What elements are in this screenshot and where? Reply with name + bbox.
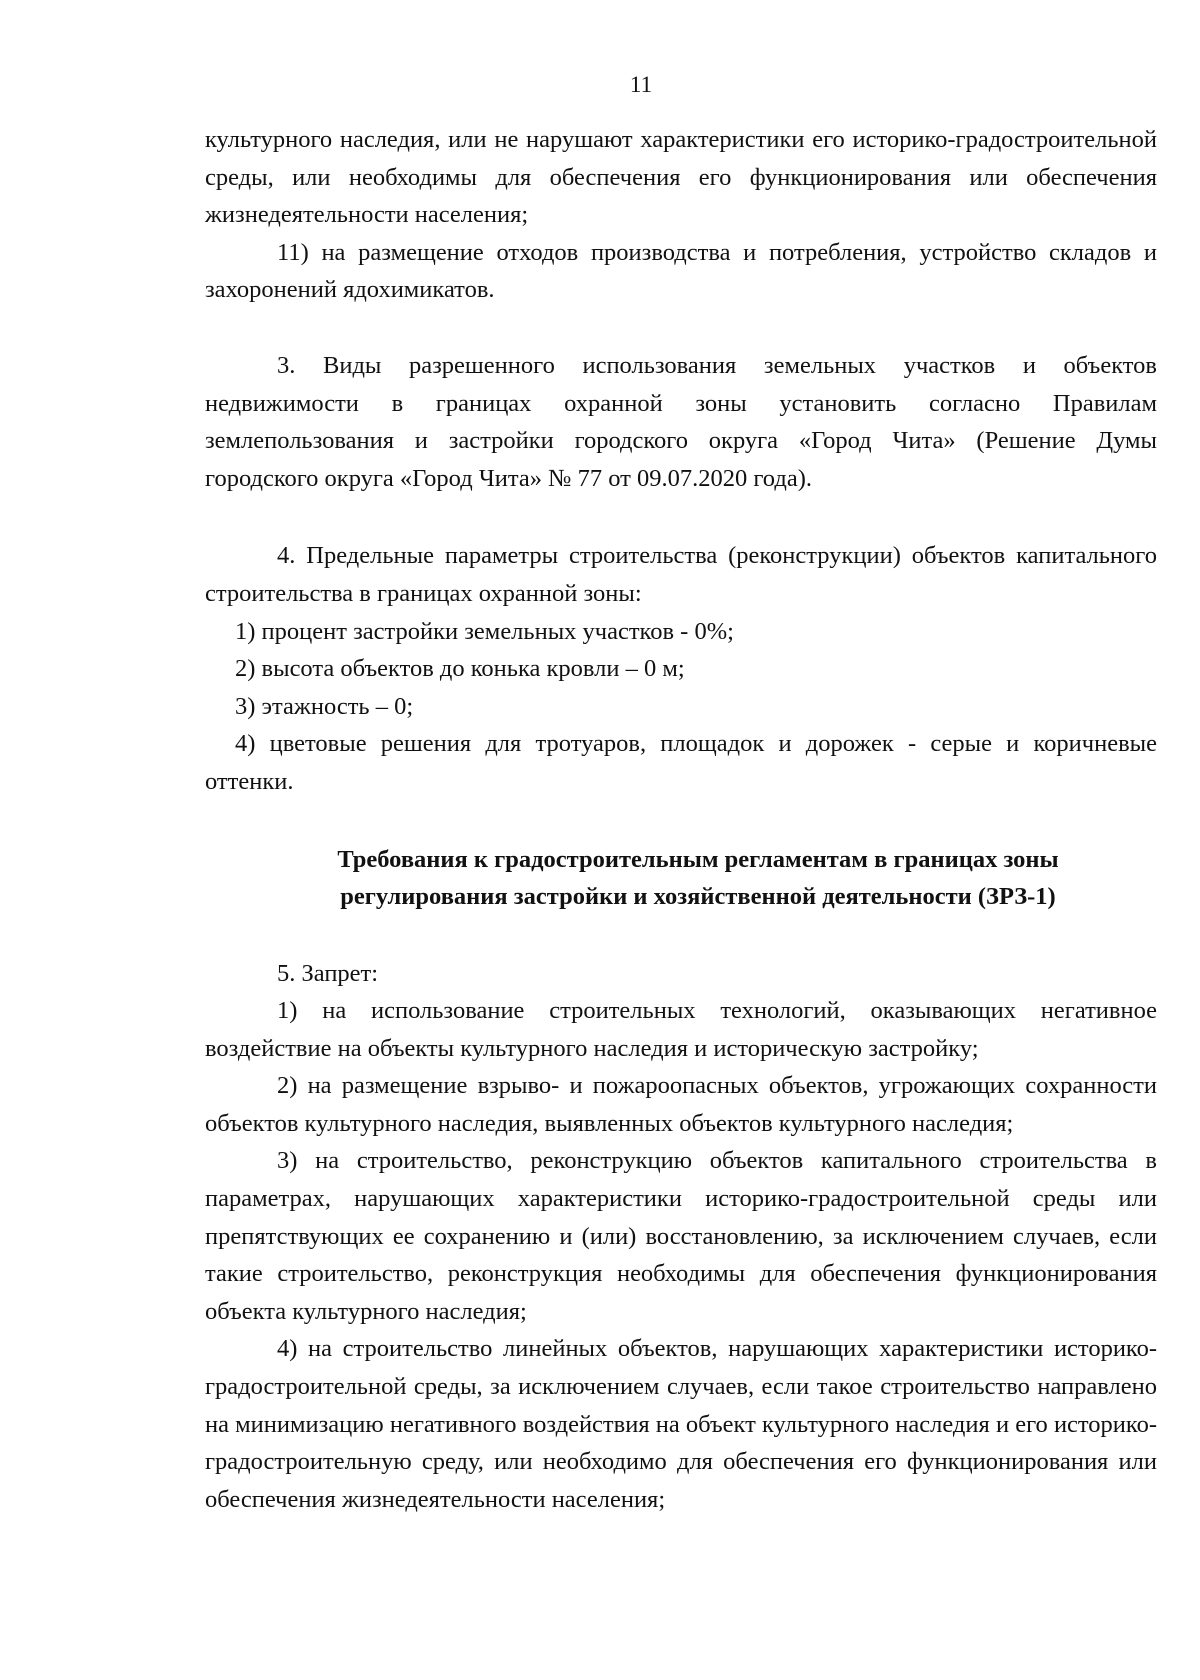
paragraph-continuation: культурного наследия, или не нарушают характеристики его историко-градостроительной среды, или необходимы для обеспечения его функционирования или обеспечения жизнедеятельности населения; xyxy=(205,126,1157,229)
paragraph-5: 5. Запрет: xyxy=(277,959,379,987)
list-item-1: 1) процент застройки земельных участков - 0%; xyxy=(235,617,734,645)
list-item-3: 3) этажность – 0; xyxy=(235,692,414,720)
paragraph-4: 4. Предельные параметры строительства (реконструкции) объектов капитального строительства в границах охранной зоны: xyxy=(205,542,1157,607)
list-item-2: 2) высота объектов до конька кровли – 0 м; xyxy=(235,655,685,683)
list-item-11: 11) на размещение отходов производства и потребления, устройство складов и захоронений ядохимикатов. xyxy=(205,238,1157,304)
prohibition-item-4: 4) на строительство линейных объектов, нарушающих характеристики историко-градостроительной среды, за исключением случаев, если такое строительство направлено на минимизацию негативного воздействия на объект культурного наследия и его историко-градостроительную среду, или необходимо для обеспечения его функционирования или обеспечения жизнедеятельности населения; xyxy=(205,1335,1157,1513)
section-heading xyxy=(205,841,1157,915)
document-body xyxy=(205,121,1157,1518)
section-heading-line-1: Требования к градостроительным регламентам в границах зоны xyxy=(337,845,1059,873)
list-item-4: 4) цветовые решения для тротуаров, площадок и дорожек - серые и коричневые оттенки. xyxy=(205,730,1157,795)
section-heading-line-2: регулирования застройки и хозяйственной деятельности (ЗРЗ-1) xyxy=(340,882,1056,910)
page-number: 11 xyxy=(629,72,653,97)
prohibition-item-2: 2) на размещение взрыво- и пожароопасных объектов, угрожающих сохранности объектов культурного наследия, выявленных объектов культурного наследия; xyxy=(205,1072,1157,1137)
paragraph-3: 3. Виды разрешенного использования земельных участков и объектов недвижимости в границах охранной зоны установить согласно Правилам землепользования и застройки городского округа «Город Чита» (Решение Думы городского округа «Город Чита» № 77 от 09.07.2020 года). xyxy=(205,351,1157,492)
prohibition-item-1: 1) на использование строительных технологий, оказывающих негативное воздействие на объекты культурного наследия и историческую застройку; xyxy=(205,997,1157,1062)
prohibition-item-3: 3) на строительство, реконструкцию объектов капитального строительства в параметрах, нарушающих характеристики историко-градостроительной среды или препятствующих ее сохранению и (или) восстановлению, за исключением случаев, если такие строительство, реконструкция необходимы для обеспечения функционирования объекта культурного наследия; xyxy=(205,1147,1157,1325)
